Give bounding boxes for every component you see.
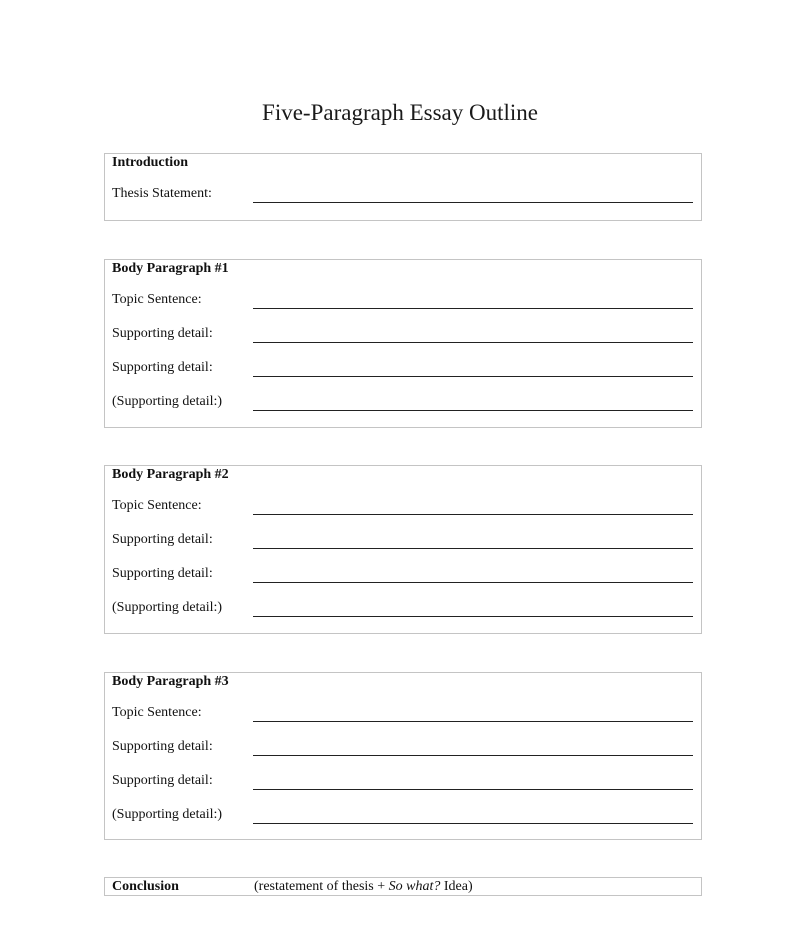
field-row [112, 529, 693, 549]
answer-line[interactable] [253, 376, 693, 377]
field-row [112, 736, 693, 756]
conclusion-note [254, 879, 473, 895]
field-row [112, 597, 693, 617]
body-paragraph-2-section [104, 465, 702, 634]
conclusion-note-end: Idea) [440, 879, 473, 894]
section-heading: Introduction [112, 155, 188, 170]
field-label: (Supporting detail:) [112, 600, 223, 615]
section-heading: Body Paragraph #3 [112, 674, 229, 689]
answer-line[interactable] [253, 514, 693, 515]
answer-line[interactable] [253, 755, 693, 756]
field-label: Supporting detail: [112, 326, 213, 341]
body-paragraph-3-section [104, 672, 702, 840]
field-label: Thesis Statement: [112, 186, 212, 201]
body-paragraph-1-section [104, 259, 702, 428]
field-row [112, 563, 693, 583]
answer-line[interactable] [253, 410, 693, 411]
field-row [112, 289, 693, 309]
field-row [112, 770, 693, 790]
answer-line[interactable] [253, 823, 693, 824]
field-row [112, 804, 693, 824]
field-label: Supporting detail: [112, 739, 213, 754]
field-label: (Supporting detail:) [112, 807, 223, 822]
answer-line[interactable] [253, 616, 693, 617]
conclusion-note-start: (restatement of thesis + [254, 879, 389, 894]
field-row [112, 357, 693, 377]
field-label: Supporting detail: [112, 773, 213, 788]
field-label: Topic Sentence: [112, 292, 202, 307]
field-row [112, 391, 693, 411]
field-row [112, 495, 693, 515]
answer-line[interactable] [253, 342, 693, 343]
conclusion-section [104, 877, 702, 896]
field-label: Topic Sentence: [112, 498, 202, 513]
field-label: (Supporting detail:) [112, 394, 223, 409]
field-row [112, 702, 693, 722]
answer-line[interactable] [253, 548, 693, 549]
answer-line[interactable] [253, 721, 693, 722]
field-row [112, 183, 693, 203]
answer-line[interactable] [253, 202, 693, 203]
field-label: Supporting detail: [112, 532, 213, 547]
answer-line[interactable] [253, 789, 693, 790]
page-title: Five-Paragraph Essay Outline [262, 100, 538, 125]
field-label: Supporting detail: [112, 566, 213, 581]
section-heading: Conclusion [112, 879, 179, 894]
answer-line[interactable] [253, 582, 693, 583]
section-heading: Body Paragraph #2 [112, 467, 229, 482]
so-what-emphasis: So what? [388, 879, 441, 894]
introduction-section [104, 153, 702, 221]
section-heading: Body Paragraph #1 [112, 261, 229, 276]
field-label: Topic Sentence: [112, 705, 202, 720]
field-row [112, 323, 693, 343]
answer-line[interactable] [253, 308, 693, 309]
field-label: Supporting detail: [112, 360, 213, 375]
